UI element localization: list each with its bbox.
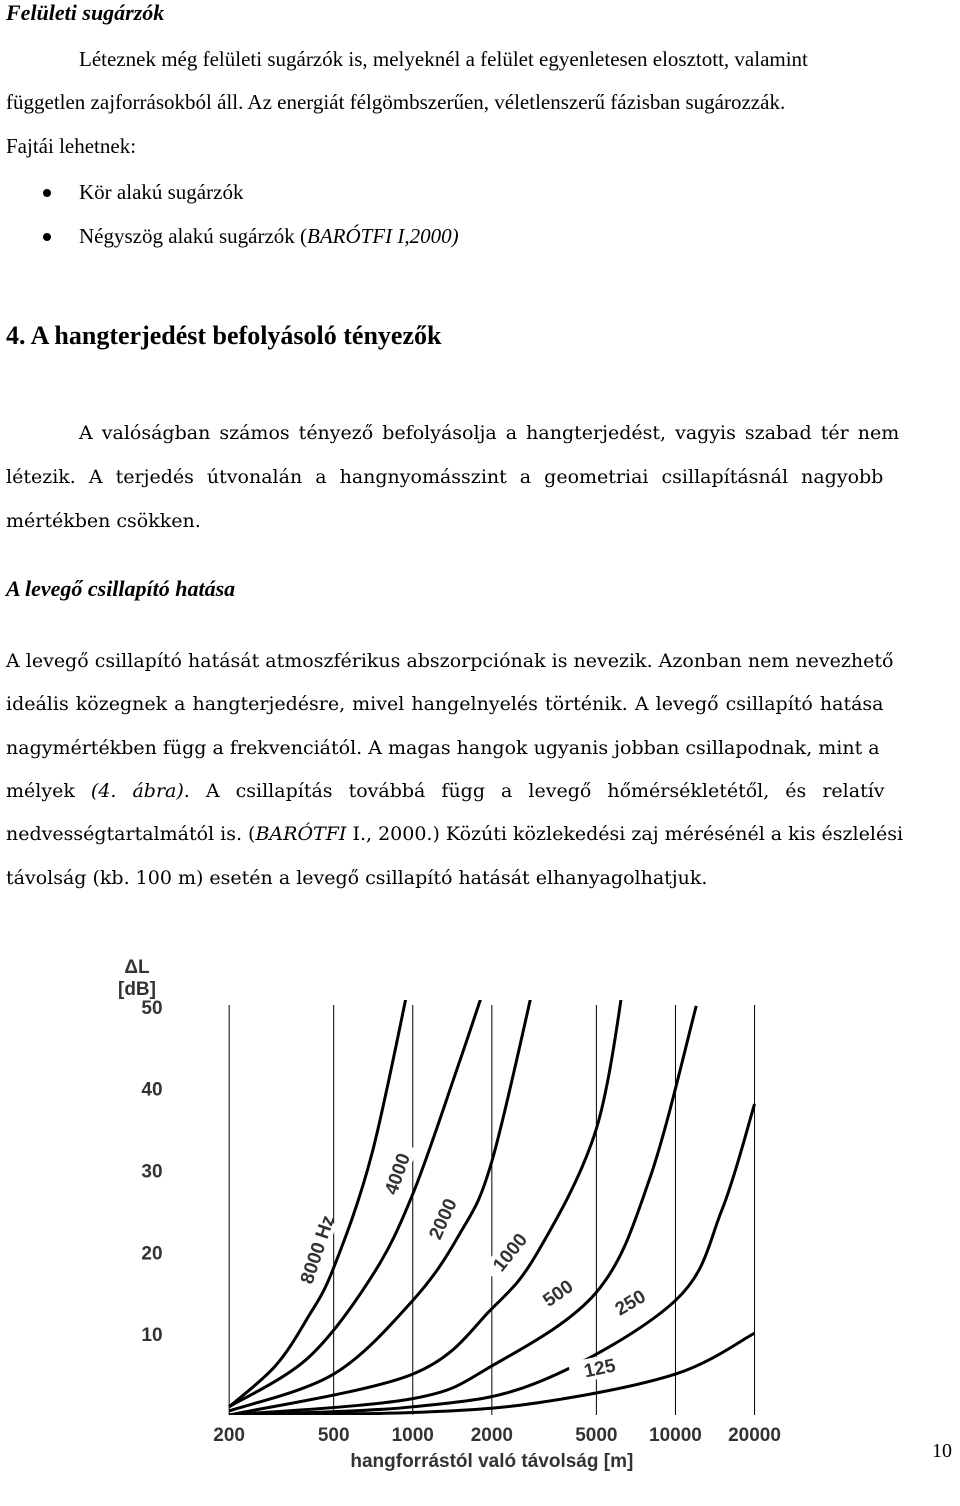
series-label: 8000 Hz [296, 1212, 340, 1287]
x-tick-label: 2000 [470, 1425, 513, 1446]
list-item: Kör alakú sugárzók [79, 180, 244, 204]
paragraph-line: ideális közegnek a hangterjedésre, mivel hangelnyelés történik. A levegő csillapító hatása [6, 693, 884, 715]
y-tick-label: 50 [141, 997, 163, 1019]
series-label: 125 [582, 1355, 618, 1383]
x-tick-label: 20000 [728, 1425, 781, 1446]
paragraph-line: Léteznek még felületi sugárzók is, melyeknél a felület egyenletesen elosztott, valamint [79, 47, 808, 71]
paragraph-line: A levegő csillapító hatását atmoszférikus abszorpciónak is nevezik. Azonban nem nevezhető [6, 650, 894, 672]
series-label: 250 [611, 1286, 650, 1321]
paragraph-line: létezik. A terjedés útvonalán a hangnyomásszint a geometriai csillapításnál nagyobb [6, 466, 884, 488]
x-tick-label: 1000 [391, 1425, 434, 1446]
paragraph-line: mértékben csökken. [6, 510, 201, 532]
y-tick-label: 30 [141, 1161, 163, 1183]
x-tick-label: 5000 [575, 1425, 618, 1446]
page-number: 10 [932, 1440, 952, 1462]
paragraph-line: nagymértékben függ a frekvenciától. A magas hangok ugyanis jobban csillapodnak, mint a [6, 737, 880, 759]
series-label: 500 [539, 1276, 578, 1312]
section-heading-hangterjedes: 4. A hangterjedést befolyásoló tényezők [6, 321, 442, 350]
paragraph-line: távolság (kb. 100 m) esetén a levegő csillapító hatását elhanyagolhatjuk. [6, 867, 708, 889]
series-line [229, 965, 492, 1407]
paragraph-line: nedvességtartalmától is. (BARÓTFI I., 2000.) Közúti közlekedési zaj mérésénél a kis észlelési [6, 823, 904, 845]
list-item: Négyszög alakú sugárzók (BARÓTFI I,2000) [79, 224, 459, 248]
paragraph-line: A valóságban számos tényező befolyásolja a hangterjedést, vagyis szabad tér nem [79, 422, 900, 444]
x-tick-label: 500 [317, 1425, 350, 1446]
attenuation-chart [100, 945, 800, 1501]
bullet-icon [43, 189, 51, 197]
section-heading-feluleti: Felületi sugárzók [6, 0, 165, 25]
paragraph-line: független zajforrásokból áll. Az energiát félgömbszerűen, véletlenszerű fázisban sugározzák. [6, 90, 786, 114]
bullet-icon [43, 233, 51, 241]
x-tick-label: 10000 [649, 1425, 702, 1446]
series-label: 2000 [425, 1195, 462, 1243]
y-tick-label: 40 [141, 1079, 163, 1101]
chart-svg [100, 945, 800, 1501]
paragraph-line: Fajtái lehetnek: [6, 134, 137, 158]
series-label: 4000 [381, 1150, 416, 1198]
paragraph-line: mélyek (4. ábra). A csillapítás továbbá függ a levegő hőmérsékletétől, és relatív [6, 780, 885, 802]
y-axis-label: ΔL [124, 957, 150, 978]
y-tick-label: 10 [141, 1325, 163, 1347]
section-heading-levego: A levegő csillapító hatása [6, 576, 236, 601]
x-tick-label: 200 [213, 1425, 245, 1446]
y-axis-unit-label: [dB] [118, 979, 156, 1000]
series-label: 1000 [489, 1229, 533, 1276]
y-tick-label: 20 [141, 1243, 163, 1265]
x-axis-label: hangforrástól való távolság [m] [350, 1451, 634, 1472]
